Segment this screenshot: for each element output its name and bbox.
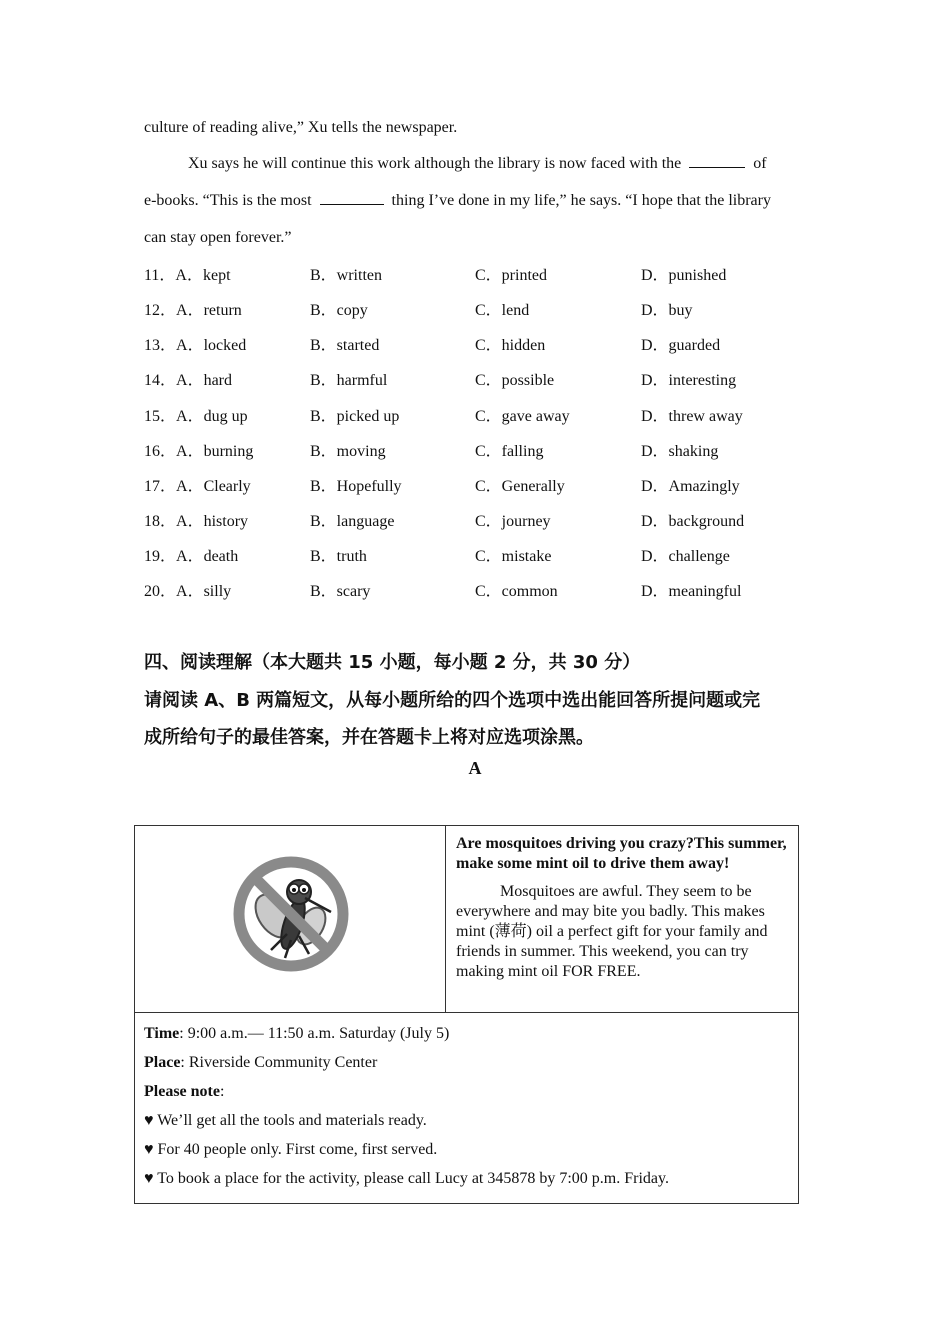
option-text: C．gave away [475, 408, 570, 425]
question-row [144, 438, 844, 460]
option-d [641, 438, 718, 461]
note-item: ♥ We’ll get all the tools and materials ready. [144, 1112, 427, 1129]
option-a [144, 578, 231, 601]
option-c [475, 578, 558, 601]
option-text: C．mistake [475, 548, 552, 565]
option-d [641, 297, 693, 320]
question-number: 13． [144, 337, 177, 354]
option-c [475, 332, 545, 355]
notice-details-cell [135, 1013, 799, 1204]
option-text: D．shaking [641, 443, 719, 460]
question-number: 18． [144, 513, 177, 530]
option-text: B．picked up [310, 408, 400, 425]
note-item: ♥ For 40 people only. First come, first served. [144, 1141, 438, 1158]
option-a [144, 262, 231, 285]
option-text: D．guarded [641, 337, 721, 354]
option-text: B．started [310, 337, 380, 354]
option-b [310, 438, 386, 461]
passage-text: of [753, 155, 767, 172]
passage-line [188, 153, 767, 174]
option-d [641, 578, 741, 601]
option-text: B．Hopefully [310, 478, 402, 495]
option-a [144, 543, 238, 566]
option-text: C．hidden [475, 337, 546, 354]
option-text: A．Clearly [176, 478, 251, 495]
time-label: Time [144, 1025, 180, 1042]
option-c [475, 508, 551, 531]
passage-text: thing I’ve done in my life,” he says. “I hope that the library [391, 192, 771, 209]
note-colon: : [219, 1083, 225, 1100]
question-row [144, 262, 844, 284]
option-b [310, 332, 379, 355]
option-d [641, 367, 736, 390]
option-a [144, 403, 248, 426]
question-number: 19． [144, 548, 177, 565]
section-title: 四、阅读理解（本大题共 15 小题，每小题 2 分，共 30 分） [144, 652, 641, 673]
option-text: C．journey [475, 513, 551, 530]
option-text: C．Generally [475, 478, 565, 495]
option-text: A．death [176, 548, 239, 565]
option-text: D．Amazingly [641, 478, 740, 495]
option-text: B．scary [310, 583, 371, 600]
option-c [475, 367, 554, 390]
option-b [310, 508, 394, 531]
option-a [144, 332, 246, 355]
option-a [144, 508, 248, 531]
question-row [144, 297, 844, 319]
option-a [144, 473, 251, 496]
answer-blank [689, 153, 745, 168]
option-text: B．truth [310, 548, 367, 565]
option-text: A．kept [175, 267, 231, 284]
option-text: C．lend [475, 302, 530, 319]
passage-line: can stay open forever.” [144, 229, 292, 246]
option-b [310, 403, 399, 426]
option-d [641, 403, 743, 426]
option-text: D．buy [641, 302, 693, 319]
time-value: : 9:00 a.m.— 11:50 a.m. Saturday (July 5) [179, 1025, 450, 1042]
option-c [475, 543, 551, 566]
question-row [144, 403, 844, 425]
option-text: D．interesting [641, 372, 737, 389]
option-text: C．common [475, 583, 558, 600]
option-text: B．copy [310, 302, 368, 319]
option-text: C．possible [475, 372, 555, 389]
place-label: Place [144, 1054, 181, 1071]
question-row [144, 578, 844, 600]
question-number: 12． [144, 302, 177, 319]
option-text: D．background [641, 513, 745, 530]
option-d [641, 262, 726, 285]
option-c [475, 403, 570, 426]
option-text: D．punished [641, 267, 727, 284]
option-text: A．silly [176, 583, 232, 600]
passage-line: culture of reading alive,” Xu tells the newspaper. [144, 119, 458, 136]
section-instructions: 成所给句子的最佳答案，并在答题卡上将对应选项涂黑。 [144, 727, 594, 748]
place-row [144, 1048, 789, 1077]
question-number: 16． [144, 443, 177, 460]
option-d [641, 508, 744, 531]
question-row [144, 473, 844, 495]
option-b [310, 543, 367, 566]
option-b [310, 578, 370, 601]
option-a [144, 367, 232, 390]
option-c [475, 473, 565, 496]
question-number: 15． [144, 408, 177, 425]
answer-blank [320, 190, 384, 205]
option-text: A．return [176, 302, 242, 319]
question-row [144, 543, 844, 565]
notice-intro-cell [446, 826, 799, 1013]
question-number: 20． [144, 583, 177, 600]
passage-label: A [468, 758, 482, 778]
option-a [144, 438, 253, 461]
option-text: D．threw away [641, 408, 743, 425]
option-text: B．written [310, 267, 382, 284]
question-number: 14． [144, 372, 177, 389]
passage-text: e-books. “This is the most [144, 192, 312, 209]
question-row [144, 332, 844, 354]
option-text: D．challenge [641, 548, 730, 565]
option-text: B．harmful [310, 372, 388, 389]
option-b [310, 367, 387, 390]
notice-image-cell [135, 826, 446, 1013]
option-text: C．printed [475, 267, 547, 284]
notice-body: Mosquitoes are awful. They seem to be everywhere and may bite you badly. This makes mint (薄荷) oil a perfect gift for your family and friends in summer. This weekend, you can try making mint oil FOR FREE. [456, 883, 768, 980]
notice-headline: Are mosquitoes driving you crazy?This summer, make some mint oil to drive them away! [456, 835, 787, 872]
note-row [144, 1077, 789, 1106]
passage-text: Xu says he will continue this work although the library is now faced with the [188, 155, 682, 172]
option-text: D．meaningful [641, 583, 742, 600]
option-text: A．dug up [176, 408, 248, 425]
question-row [144, 508, 844, 530]
option-text: A．locked [176, 337, 247, 354]
event-notice [134, 825, 799, 1204]
option-d [641, 543, 730, 566]
option-text: C．falling [475, 443, 544, 460]
option-text: B．moving [310, 443, 386, 460]
option-text: A．burning [176, 443, 254, 460]
option-text: A．hard [176, 372, 233, 389]
option-c [475, 297, 529, 320]
question-row [144, 367, 844, 389]
option-d [641, 332, 720, 355]
section-instructions: 请阅读 A、B 两篇短文，从每小题所给的四个选项中选出能回答所提问题或完 [144, 690, 761, 711]
passage-line [144, 190, 771, 211]
note-label: Please note [144, 1083, 220, 1100]
note-item: ♥ To book a place for the activity, please call Lucy at 345878 by 7:00 p.m. Friday. [144, 1170, 669, 1187]
option-text: A．history [176, 513, 249, 530]
option-c [475, 262, 547, 285]
option-b [310, 262, 382, 285]
time-row [144, 1019, 789, 1048]
option-c [475, 438, 543, 461]
question-number: 17． [144, 478, 177, 495]
place-value: : Riverside Community Center [180, 1054, 378, 1071]
option-a [144, 297, 242, 320]
option-b [310, 473, 402, 496]
option-d [641, 473, 740, 496]
option-text: B．language [310, 513, 395, 530]
question-number: 11． [144, 267, 176, 284]
option-b [310, 297, 368, 320]
no-mosquito-icon [231, 854, 351, 974]
